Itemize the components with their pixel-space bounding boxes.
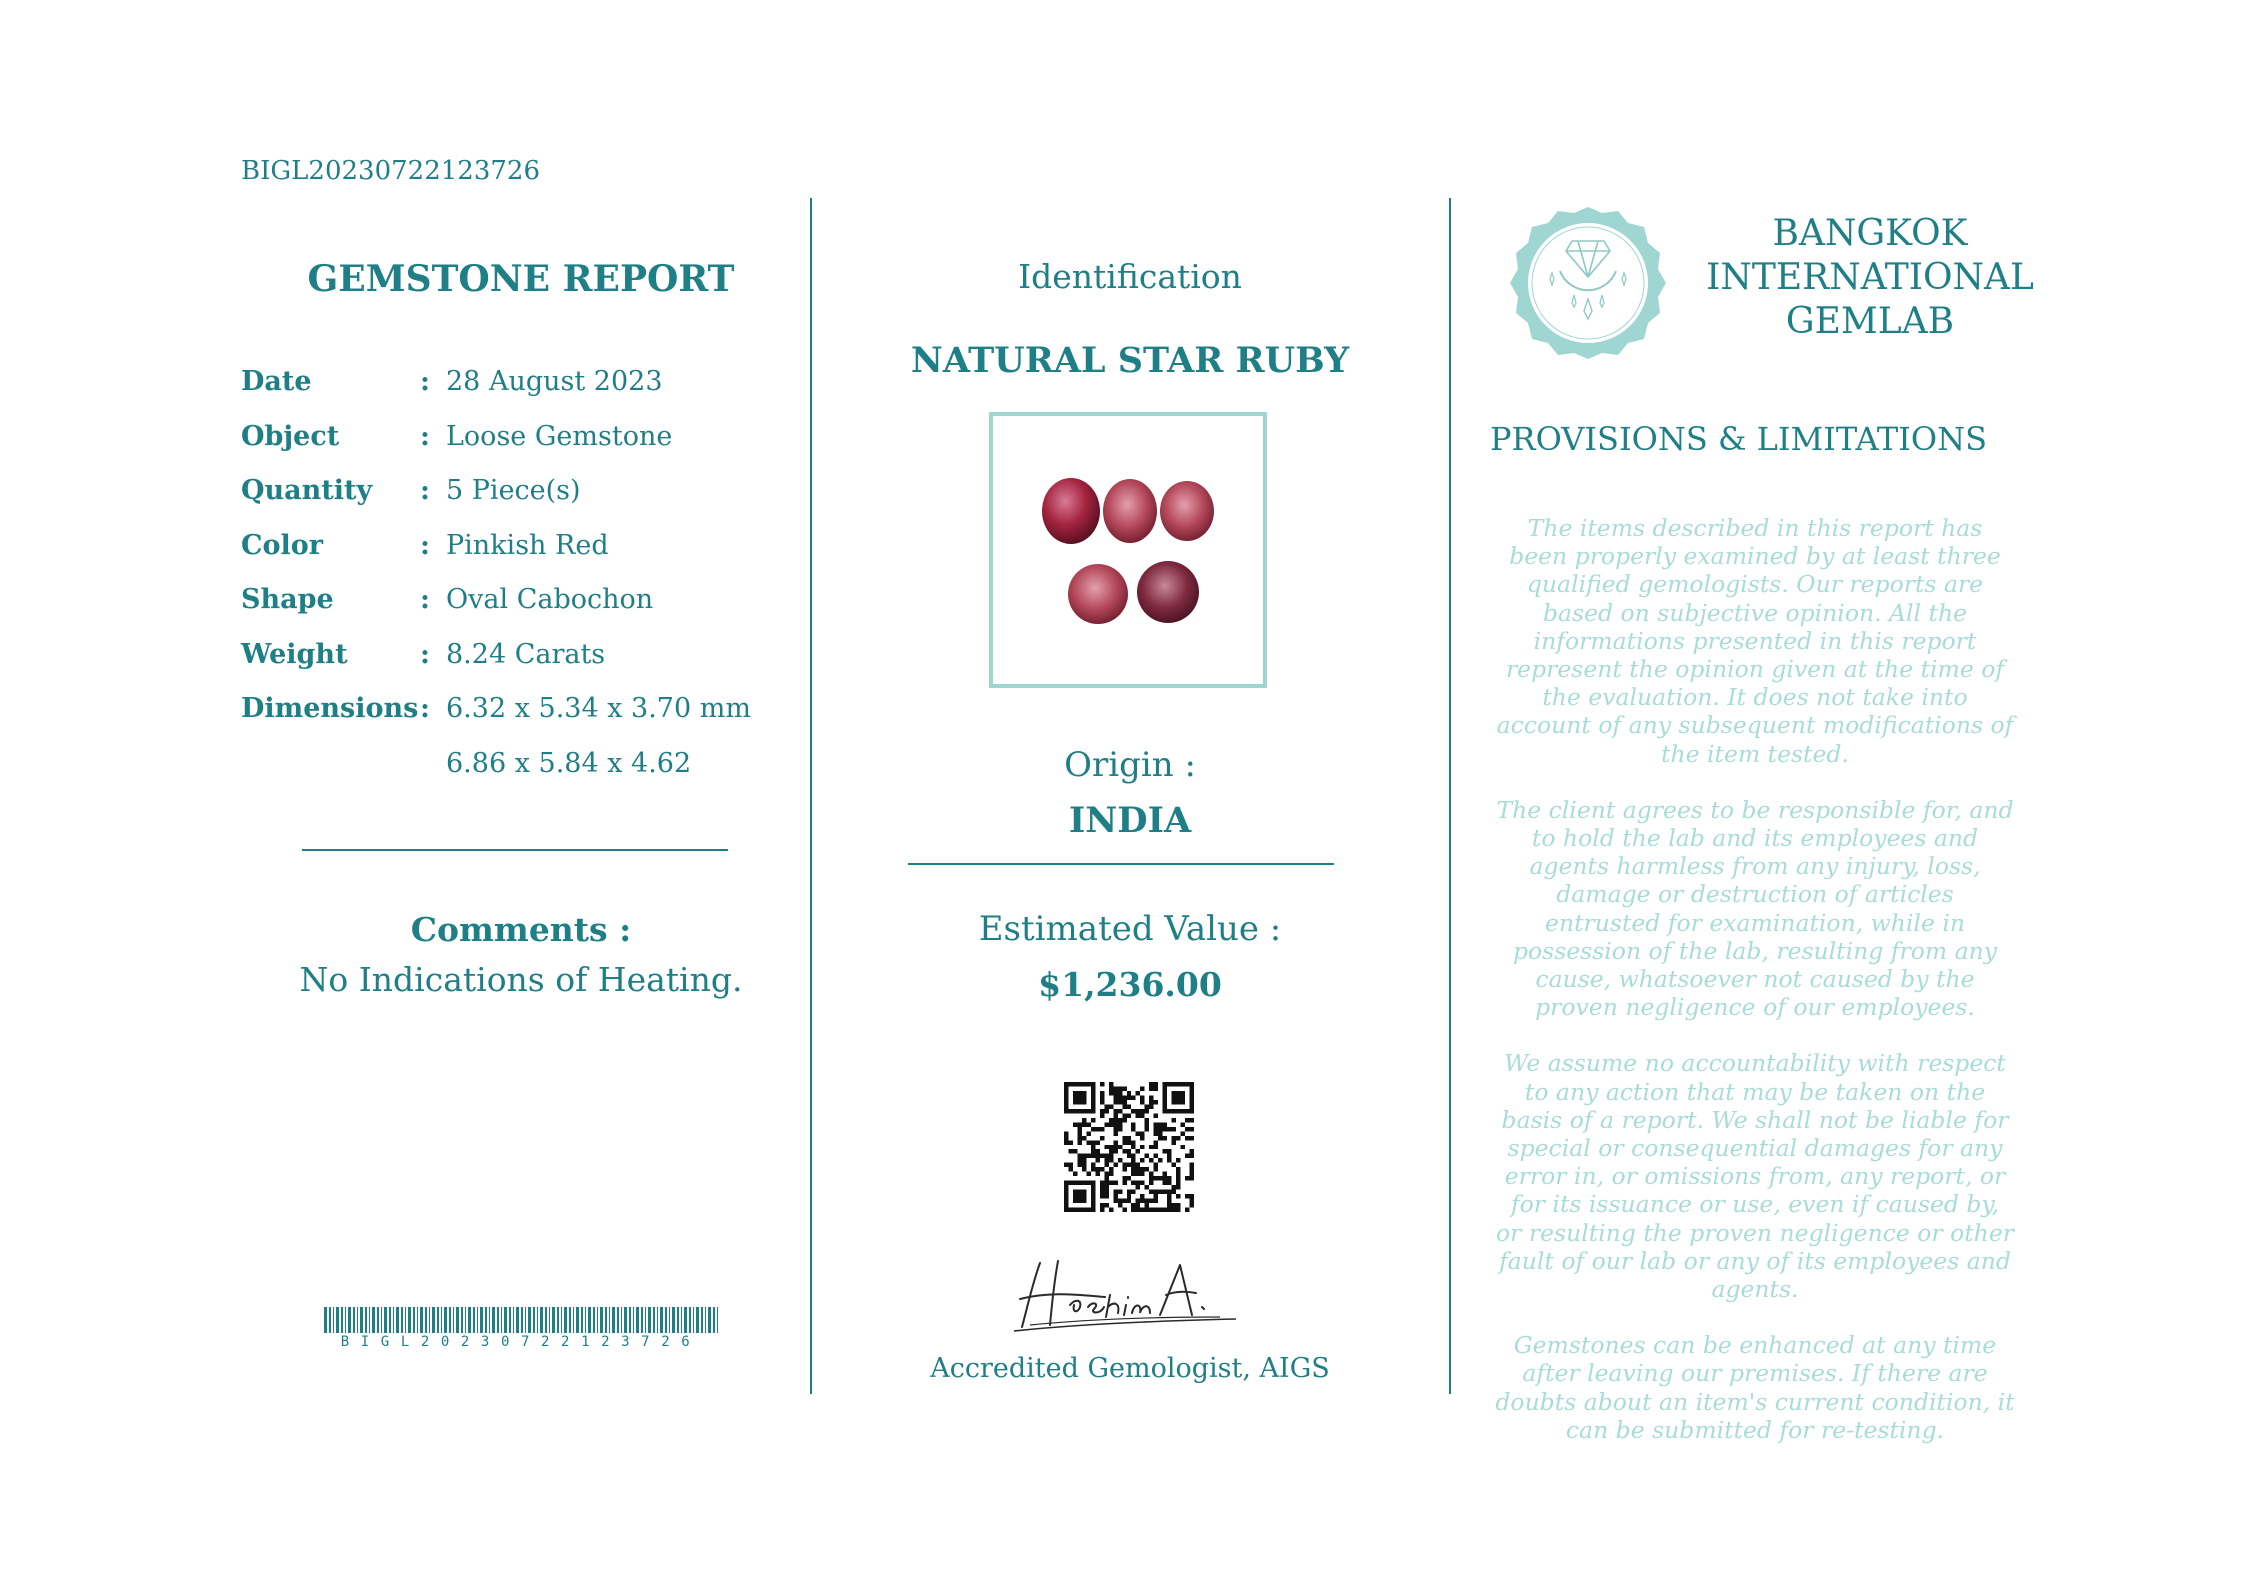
detail-row-weight (241, 639, 761, 694)
lab-name-line: INTERNATIONAL (1706, 257, 2034, 298)
detail-colon: : (420, 584, 430, 615)
detail-row-color (241, 530, 761, 585)
provisions-title: PROVISIONS & LIMITATIONS (1490, 420, 1987, 458)
identification-label: Identification (1018, 257, 1242, 296)
detail-value: 5 Piece(s) (446, 475, 581, 506)
detail-colon: : (420, 693, 430, 724)
comments-label: Comments : (410, 910, 632, 949)
detail-value: 6.86 x 5.84 x 4.62 (446, 747, 692, 779)
estimated-value-amount: $1,236.00 (1038, 965, 1222, 1004)
gemstone-photo (989, 412, 1267, 688)
detail-row-shape (241, 584, 761, 639)
detail-value: Loose Gemstone (446, 420, 673, 452)
detail-label: Weight (241, 638, 348, 670)
details-list (241, 366, 761, 802)
detail-colon: : (420, 420, 430, 452)
origin-label: Origin : (1064, 745, 1196, 785)
divider (908, 863, 1334, 865)
detail-value: Pinkish Red (446, 529, 609, 561)
qr-code (1064, 1082, 1194, 1212)
detail-row-quantity (241, 475, 761, 530)
barcode-text: BIGL20230722123726 (340, 1334, 702, 1350)
provisions-paragraph: Gemstones can be enhanced at any time after leaving our premises. If there are doubts about an item's current condition, it can be submitted for re-testing. (1495, 1331, 2015, 1444)
detail-colon: : (420, 366, 430, 397)
provisions-paragraph: We assume no accountability with respect to any action that may be taken on the basis of a report. We shall not be liable for special or consequential damages for any error in, or omissions from, any report, or for its issuance or use, even if caused by, or resulting the proven negligence or other fault of our lab or any of its employees and agents. (1496, 1049, 2014, 1304)
comments-text: No Indications of Heating. (299, 960, 743, 999)
detail-value: Oval Cabochon (446, 584, 654, 615)
detail-label: Date (241, 366, 312, 397)
detail-row-date (241, 366, 761, 421)
lab-name-line: BANGKOK (1772, 213, 1968, 254)
detail-colon: : (420, 529, 430, 561)
lab-name-line: GEMLAB (1785, 301, 1955, 342)
detail-value: 28 August 2023 (446, 366, 663, 397)
lab-seal-logo (1508, 203, 1668, 363)
divider (302, 849, 728, 851)
detail-row-dimensions (241, 693, 761, 748)
detail-label: Quantity (241, 475, 373, 506)
column-divider-left (810, 198, 812, 1394)
detail-label: Color (241, 529, 323, 561)
detail-label: Dimensions (241, 693, 419, 724)
provisions-paragraph: The client agrees to be responsible for, and to hold the lab and its employees and agents harmless from any injury, loss, damage or destruction of articles entrusted for examination, while in possession of the lab, resulting from any cause, whatsoever not caused by the proven negligence of our employees. (1496, 795, 2014, 1022)
detail-row-dimensions-extra (241, 748, 761, 803)
report-id: BIGL20230722123726 (241, 156, 540, 186)
signature-title: Accredited Gemologist, AIGS (930, 1353, 1330, 1384)
lab-name (1705, 212, 2035, 344)
gemstones-image (993, 416, 1263, 684)
provisions-paragraph: The items described in this report has been properly examined by at least three qualified gemologists. Our reports are based on subjective opinion. All the informations presented in this report represent the opinion given at the time of the evaluation. It does not take into account of any subsequent modifications of the item tested. (1496, 514, 2014, 768)
gem-name: NATURAL STAR RUBY (910, 340, 1350, 381)
detail-colon: : (420, 638, 430, 670)
detail-value: 6.32 x 5.34 x 3.70 mm (446, 693, 751, 724)
signature (1010, 1255, 1240, 1335)
detail-label: Shape (241, 584, 334, 615)
column-divider-right (1449, 198, 1451, 1394)
report-title: GEMSTONE REPORT (307, 258, 735, 300)
detail-row-object (241, 421, 761, 476)
detail-label: Object (241, 420, 340, 452)
estimated-value-label: Estimated Value : (978, 909, 1282, 949)
detail-value: 8.24 Carats (446, 638, 606, 670)
detail-colon: : (420, 475, 430, 506)
provisions-text (1495, 514, 2015, 1472)
origin-value: INDIA (1068, 800, 1192, 841)
